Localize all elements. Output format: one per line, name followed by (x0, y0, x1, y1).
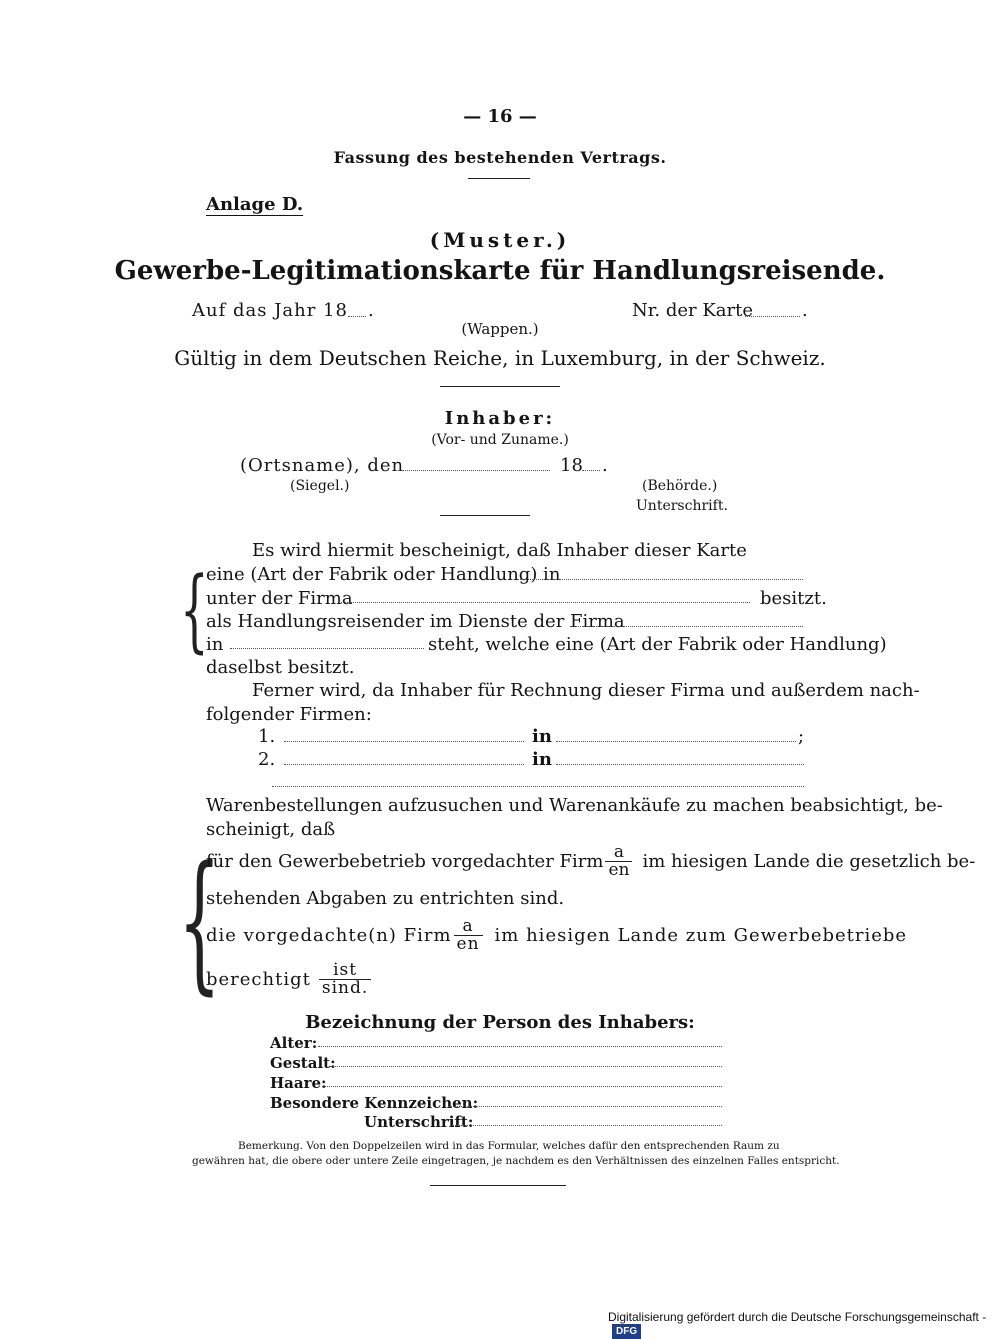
divider (440, 386, 560, 387)
company-field[interactable] (338, 602, 750, 603)
firm-2-location-field[interactable] (556, 764, 804, 765)
certification-line-7: Ferner wird, da Inhaber für Rechnung dieser Firma und außerdem nach- (252, 680, 920, 701)
distinguishing-marks-label: Besondere Kennzeichen: (270, 1094, 479, 1112)
age-label: Alter: (270, 1034, 318, 1052)
divider (440, 515, 530, 516)
firm-2-in-label: in (532, 749, 552, 770)
left-brace: { (180, 558, 209, 663)
page-number: — 16 — (463, 106, 537, 127)
option-1-text-a: für den Gewerbebetrieb vorgedachter Firm (206, 851, 604, 872)
hair-field[interactable] (322, 1086, 722, 1087)
certification-line-6: daselbst besitzt. (206, 657, 355, 678)
fraction-numerator: ist (319, 962, 371, 980)
fraction-numerator: a (605, 844, 632, 862)
firm-1-in-label: in (532, 726, 552, 747)
authority-label: (Behörde.) (642, 478, 718, 494)
left-brace: { (178, 835, 221, 1009)
divider (468, 178, 530, 179)
certification-line-9: Warenbestellungen aufzusuchen und Warenankäufe zu machen beabsichtigt, be- (206, 795, 943, 816)
additional-firms-field[interactable] (272, 786, 804, 787)
option-1-line (206, 844, 975, 879)
seal-label: (Siegel.) (290, 478, 350, 494)
employer-field[interactable] (570, 626, 803, 627)
holder-name-hint: (Vor- und Zuname.) (431, 432, 569, 448)
verb-fraction (319, 962, 371, 997)
year-prefix: 18 (560, 455, 583, 476)
fraction-denominator: sind. (321, 978, 369, 998)
certification-line-1: Es wird hiermit bescheinigt, daß Inhaber dieser Karte (252, 540, 747, 561)
divider (430, 1185, 566, 1186)
year-suffix-field[interactable] (582, 470, 600, 471)
card-number-field[interactable] (745, 316, 800, 317)
hair-label: Haare: (270, 1074, 327, 1092)
digitization-credit (608, 1310, 1000, 1339)
plural-fraction (454, 918, 483, 953)
certification-line-4: als Handlungsreisender im Dienste der Firma (206, 611, 625, 632)
card-number-end: . (802, 300, 808, 321)
option-1-line-2: stehenden Abgaben zu entrichten sind. (206, 888, 565, 909)
signature-label: Unterschrift. (636, 498, 728, 514)
card-number-label: Nr. der Karte (632, 300, 753, 321)
remark-line-1: Bemerkung. Von den Doppelzeilen wird in das Formular, welches dafür den entsprechenden Raum zu (238, 1140, 780, 1152)
certification-line-8: folgender Firmen: (206, 704, 372, 725)
certification-line-10: scheinigt, daß (206, 819, 336, 840)
option-2-text-b: im hiesigen Lande zum Gewerbebetriebe (494, 925, 908, 946)
fraction-denominator: en (608, 860, 630, 880)
in-label: in (206, 634, 224, 655)
fraction-numerator: a (454, 918, 483, 936)
validity-text: Gültig in dem Deutschen Reiche, in Luxemburg, in der Schweiz. (174, 346, 826, 370)
option-2-text-a: die vorgedachte(n) Firm (206, 925, 452, 946)
dfg-logo: DFG (612, 1324, 641, 1339)
company-label: unter der Firma (206, 588, 353, 609)
place-end: . (602, 455, 608, 476)
stature-label: Gestalt: (270, 1054, 336, 1072)
firm-1-name-field[interactable] (284, 741, 524, 742)
certification-line-5: steht, welche eine (Art der Fabrik oder Handlung) (428, 634, 887, 655)
age-field[interactable] (318, 1046, 722, 1047)
option-2-line (206, 918, 907, 953)
semicolon: ; (798, 726, 805, 747)
authorized-label: berechtigt (206, 969, 311, 990)
plural-fraction (605, 844, 632, 879)
remark-line-2: gewähren hat, die obere oder untere Zeile eingetragen, je nachdem es den Verhältnissen des einzelnen Falles entspricht. (192, 1155, 840, 1167)
owns-label: besitzt. (760, 588, 827, 609)
option-2-line-2 (206, 962, 371, 997)
coat-of-arms-label: (Wappen.) (461, 320, 539, 338)
option-1-text-b: im hiesigen Lande die gesetzlich be- (642, 851, 976, 872)
holder-label: Inhaber: (444, 408, 556, 429)
business-location-field[interactable] (518, 579, 803, 580)
signature-field[interactable] (452, 1125, 722, 1126)
form-title: Gewerbe-Legitimationskarte für Handlungsreisende. (114, 256, 886, 286)
fraction-denominator: en (456, 934, 480, 954)
place-label: (Ortsname), den (240, 455, 405, 476)
firm-2-name-field[interactable] (284, 764, 524, 765)
sample-label: (Muster.) (429, 228, 571, 252)
annex-label: Anlage D. (206, 194, 304, 215)
stature-field[interactable] (330, 1066, 722, 1067)
firm-number-1: 1. (258, 726, 276, 747)
version-subtitle: Fassung des bestehenden Vertrags. (333, 148, 667, 167)
certification-line-2: eine (Art der Fabrik oder Handlung) in (206, 564, 561, 585)
description-title: Bezeichnung der Person des Inhabers: (305, 1012, 695, 1033)
firm-1-location-field[interactable] (556, 741, 796, 742)
signature-line-label: Unterschrift: (364, 1113, 474, 1131)
credit-text: Digitalisierung gefördert durch die Deutsche Forschungsgemeinschaft - (608, 1310, 987, 1324)
year-field[interactable] (348, 316, 366, 317)
employer-location-field[interactable] (230, 648, 424, 649)
firm-number-2: 2. (258, 749, 276, 770)
date-field[interactable] (398, 470, 550, 471)
distinguishing-marks-field[interactable] (448, 1106, 722, 1107)
year-label: Auf das Jahr 18 (192, 300, 348, 321)
year-end: . (368, 300, 374, 321)
